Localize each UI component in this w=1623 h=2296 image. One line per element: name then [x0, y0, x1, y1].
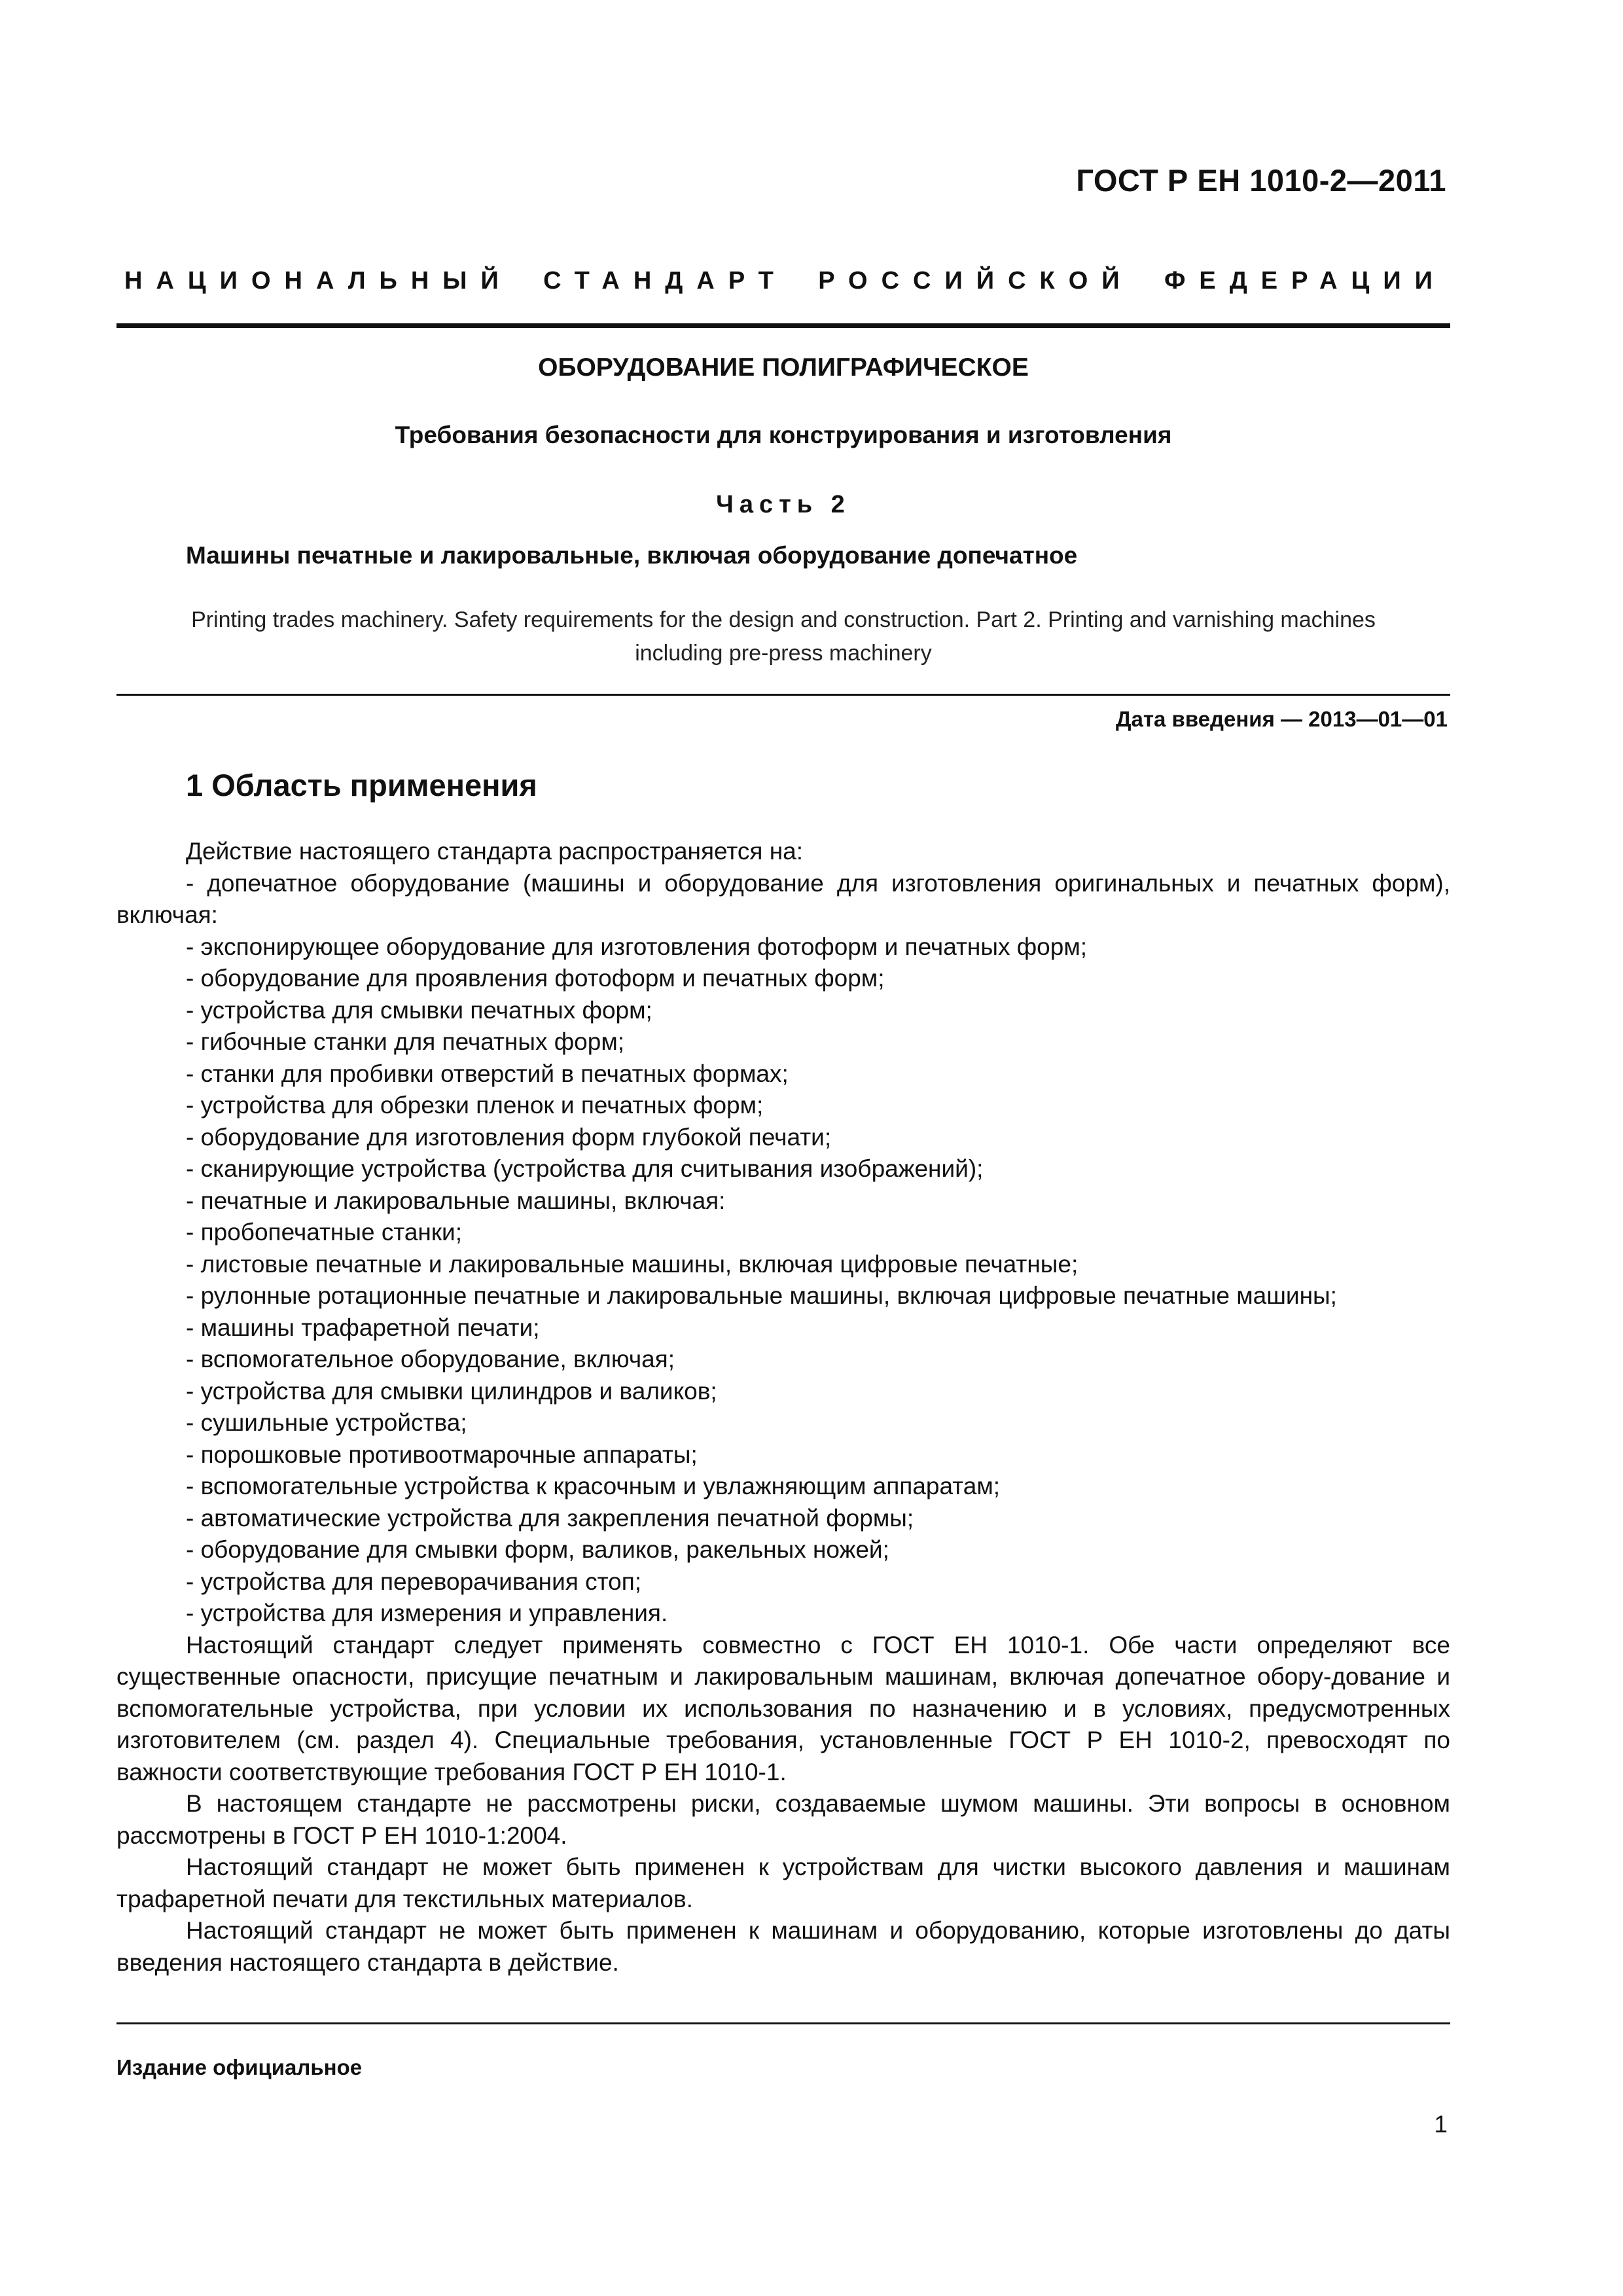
body-paragraph: Настоящий стандарт не может быть применен к устройствам для чистки высокого давления и машинам трафаретной печати для текстильных материалов. — [116, 1854, 1450, 1912]
heading-word: СТАНДАРТ — [543, 267, 787, 295]
introduction-date: Дата введения — 2013—01—01 — [1116, 707, 1448, 731]
part-label: Часть 2 — [716, 491, 851, 518]
body-paragraph: Настоящий стандарт следует применять совместно с ГОСТ ЕН 1010-1. Обе части определяют все существенные опасности, присущие печатным и лакировальным машинам, включая допечатное обору-дование и вспомогательные устройства, при условии их использования по назначению и в условиях, предусмотренных изготовителем (см. раздел 4). Специальные требования, установленные ГОСТ Р ЕН 1010-2, превосходят по важности соответствующие требования ГОСТ Р ЕН 1010-1. — [116, 1631, 1450, 1785]
intro-paragraph: Действие настоящего стандарта распространяется на: — [186, 838, 803, 865]
heading-word: ФЕДЕРАЦИИ — [1164, 267, 1446, 295]
title-divider — [116, 694, 1450, 696]
list-item: - порошковые противоотмарочные аппараты; — [186, 1441, 698, 1468]
part-title: Машины печатные и лакировальные, включая оборудование допечатное — [186, 542, 1078, 569]
body-paragraph: Настоящий стандарт не может быть применен к машинам и оборудованию, которые изготовлены до даты введения настоящего стандарта в действие. — [116, 1917, 1450, 1976]
document-subtitle: Требования безопасности для конструирования и изготовления — [395, 422, 1172, 448]
document-code: ГОСТ Р ЕН 1010-2—2011 — [1076, 163, 1446, 198]
list-item: - автоматические устройства для закрепления печатной формы; — [186, 1504, 914, 1532]
list-item: - печатные и лакировальные машины, включая: — [186, 1187, 726, 1214]
list-item: - машины трафаретной печати; — [186, 1314, 540, 1341]
section-title: 1 Область применения — [186, 768, 537, 802]
header-divider — [116, 323, 1450, 328]
official-edition-label: Издание официальное — [116, 2055, 363, 2079]
list-item: - вспомогательные устройства к красочным и увлажняющим аппаратам; — [186, 1473, 1001, 1499]
list-item: - устройства для переворачивания стоп; — [186, 1568, 642, 1595]
heading-word: НАЦИОНАЛЬНЫЙ — [124, 267, 512, 295]
list-item: - станки для пробивки отверстий в печатных формах; — [186, 1060, 789, 1087]
footer-divider — [116, 2022, 1450, 2024]
list-item: - сушильные устройства; — [186, 1409, 467, 1436]
list-item: - вспомогательное оборудование, включая; — [186, 1346, 675, 1372]
english-title-line: including pre-press machinery — [635, 641, 932, 666]
page-number: 1 — [1434, 2111, 1448, 2138]
list-item: - допечатное оборудование (машины и оборудование для изготовления оригинальных и печатных форм), включая: — [116, 869, 1450, 928]
list-item: - экспонирующее оборудование для изготовления фотоформ и печатных форм; — [186, 933, 1088, 960]
section-body — [116, 836, 1450, 1979]
list-item: - сканирующие устройства (устройства для считывания изображений); — [186, 1155, 984, 1182]
list-item: - рулонные ротационные печатные и лакировальные машины, включая цифровые печатные машины; — [186, 1282, 1337, 1309]
list-item: - пробопечатные станки; — [186, 1219, 462, 1246]
english-title — [116, 603, 1450, 670]
document-title: ОБОРУДОВАНИЕ ПОЛИГРАФИЧЕСКОЕ — [538, 353, 1029, 382]
list-item: - листовые печатные и лакировальные машины, включая цифровые печатные; — [186, 1250, 1079, 1278]
list-item: - устройства для смывки цилиндров и валиков; — [186, 1377, 717, 1405]
list-item: - устройства для смывки печатных форм; — [186, 996, 652, 1024]
list-item: - устройства для измерения и управления. — [186, 1600, 668, 1626]
list-item: - оборудование для смывки форм, валиков, ракельных ножей; — [186, 1536, 889, 1563]
body-paragraph: В настоящем стандарте не рассмотрены риски, создаваемые шумом машины. Эти вопросы в основном рассмотрены в ГОСТ Р ЕН 1010-1:2004. — [116, 1790, 1450, 1849]
list-item: - устройства для обрезки пленок и печатных форм; — [186, 1092, 764, 1119]
heading-word: РОССИЙСКОЙ — [818, 267, 1133, 295]
english-title-line: Printing trades machinery. Safety requirements for the design and construction. Part 2. Printing and varnishing machines — [191, 607, 1376, 632]
national-standard-heading — [124, 267, 1446, 295]
list-item: - оборудование для изготовления форм глубокой печати; — [186, 1123, 832, 1151]
list-item: - гибочные станки для печатных форм; — [186, 1028, 625, 1055]
list-item: - оборудование для проявления фотоформ и печатных форм; — [186, 965, 885, 992]
